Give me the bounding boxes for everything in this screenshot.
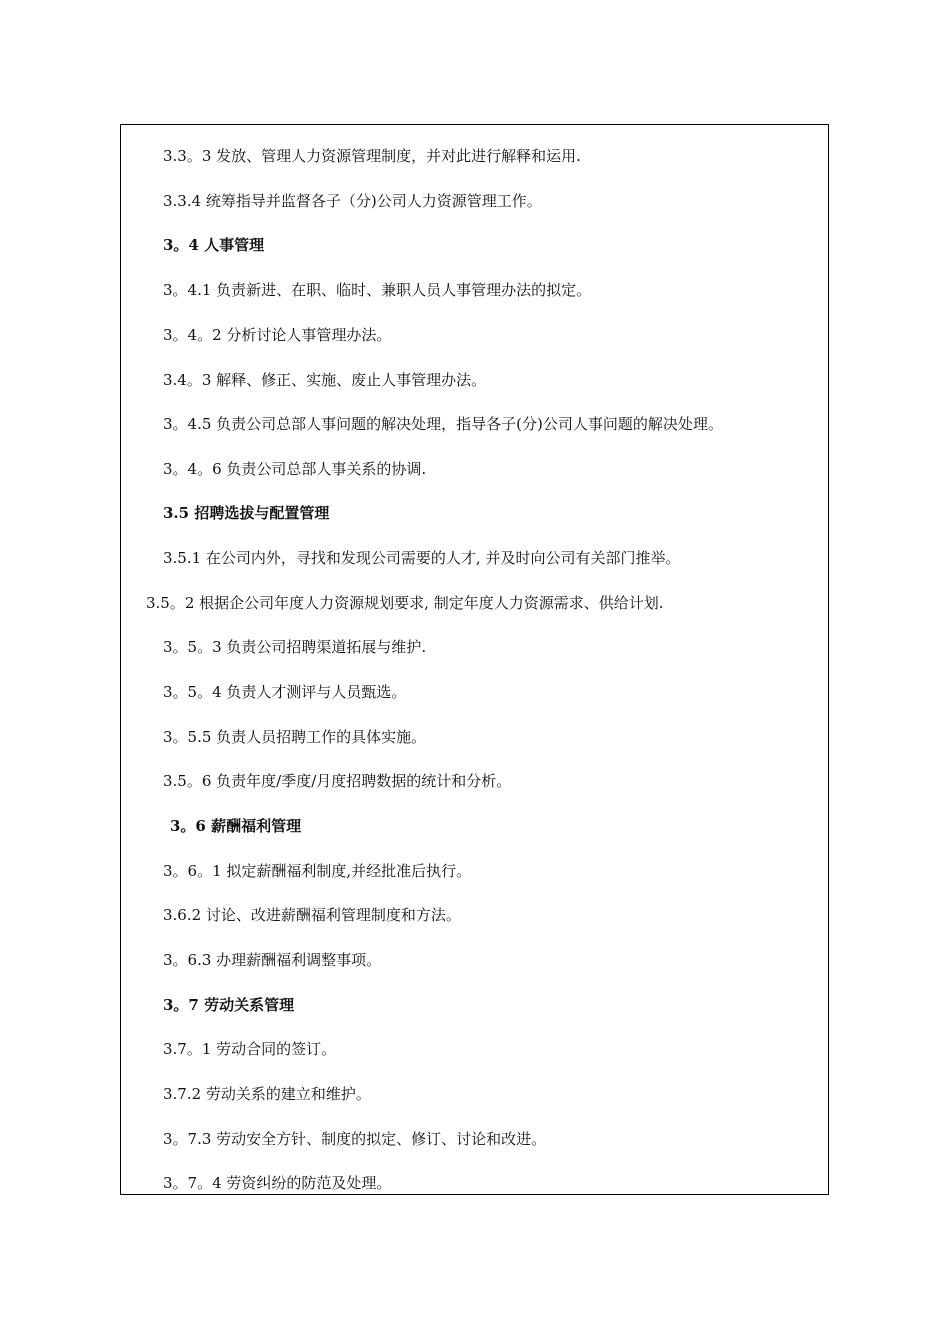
text-line: 3.5。6 负责年度/季度/月度招聘数据的统计和分析。 bbox=[163, 772, 512, 790]
text-line: 3.5。2 根据企公司年度人力资源规划要求, 制定年度人力资源需求、供给计划. bbox=[146, 594, 664, 612]
section-heading: 3.5 招聘选拔与配置管理 bbox=[163, 504, 330, 522]
text-line: 3。4.5 负责公司总部人事问题的解决处理，指导各子(分)公司人事问题的解决处理。 bbox=[163, 415, 723, 433]
text-line: 3.7.2 劳动关系的建立和维护。 bbox=[163, 1085, 371, 1103]
text-line: 3。7。4 劳资纠纷的防范及处理。 bbox=[163, 1174, 392, 1192]
text-line: 3。7.3 劳动安全方针、制度的拟定、修订、讨论和改进。 bbox=[163, 1130, 547, 1148]
text-line: 3。6.3 办理薪酬福利调整事项。 bbox=[163, 951, 382, 969]
section-heading: 3。6 薪酬福利管理 bbox=[170, 817, 302, 835]
section-heading: 3。7 劳动关系管理 bbox=[163, 996, 295, 1014]
text-line: 3。5。4 负责人才测评与人员甄选。 bbox=[163, 683, 407, 701]
section-heading: 3。4 人事管理 bbox=[163, 236, 265, 254]
text-line: 3。4.1 负责新进、在职、临时、兼职人员人事管理办法的拟定。 bbox=[163, 281, 592, 299]
text-line: 3.5.1 在公司内外，寻找和发现公司需要的人才, 并及时向公司有关部门推举。 bbox=[163, 549, 681, 567]
text-line: 3。4。2 分析讨论人事管理办法。 bbox=[163, 326, 392, 344]
text-line: 3.3.4 统筹指导并监督各子（分)公司人力资源管理工作。 bbox=[163, 192, 542, 210]
text-line: 3.7。1 劳动合同的签订。 bbox=[163, 1040, 337, 1058]
text-line: 3.4。3 解释、修正、实施、废止人事管理办法。 bbox=[163, 371, 487, 389]
text-line: 3。6。1 拟定薪酬福利制度,并经批准后执行。 bbox=[163, 862, 472, 880]
text-line: 3.3。3 发放、管理人力资源管理制度，并对此进行解释和运用. bbox=[163, 147, 581, 165]
text-line: 3。5.5 负责人员招聘工作的具体实施。 bbox=[163, 728, 427, 746]
text-line: 3.6.2 讨论、改进薪酬福利管理制度和方法。 bbox=[163, 906, 461, 924]
text-line: 3。5。3 负责公司招聘渠道拓展与维护. bbox=[163, 638, 427, 656]
text-line: 3。4。6 负责公司总部人事关系的协调. bbox=[163, 460, 427, 478]
